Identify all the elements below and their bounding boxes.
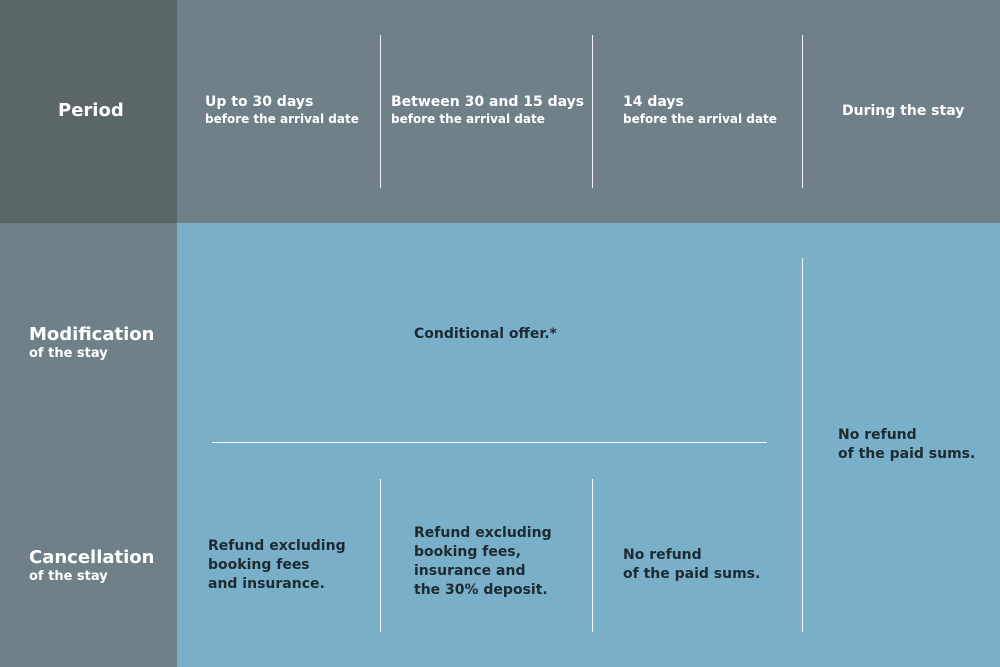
row-subtitle: of the stay — [29, 346, 108, 361]
column-title: Between 30 and 15 days — [391, 94, 585, 110]
header-divider-1 — [380, 35, 381, 188]
column-subtitle: before the arrival date — [623, 112, 777, 126]
column-header-during-stay — [842, 103, 964, 120]
column-title: During the stay — [842, 103, 965, 119]
header-divider-3 — [802, 35, 803, 188]
cancel-divider-1 — [380, 479, 381, 632]
cancel-divider-2 — [592, 479, 593, 632]
during-stay-cell: No refund of the paid sums. — [838, 427, 976, 462]
column-header-14-days — [623, 94, 777, 127]
row-header-column — [0, 223, 177, 667]
column-title: Up to 30 days — [205, 94, 314, 110]
cancel-up-to-30-cell: Refund excluding booking fees and insurance. — [208, 538, 346, 592]
column-subtitle: before the arrival date — [391, 112, 545, 126]
column-title: 14 days — [623, 94, 684, 110]
column-header-30-to-15 — [391, 94, 584, 127]
during-stay-divider — [802, 258, 803, 632]
row-title: Cancellation — [29, 547, 155, 568]
column-header-up-to-30 — [205, 94, 359, 127]
cancel-30-to-15-cell: Refund excluding booking fees, insurance and the 30% deposit. — [414, 525, 552, 598]
row-title: Modification — [29, 324, 155, 345]
row-header-cancellation — [29, 547, 155, 585]
modification-offer-cell: Conditional offer.* — [414, 326, 557, 342]
period-label: Period — [58, 100, 124, 121]
cancel-14-days-cell: No refund of the paid sums. — [623, 547, 761, 582]
column-subtitle: before the arrival date — [205, 112, 359, 126]
header-divider-2 — [592, 35, 593, 188]
row-header-modification — [29, 324, 154, 362]
row-divider — [212, 442, 767, 443]
row-subtitle: of the stay — [29, 569, 108, 584]
